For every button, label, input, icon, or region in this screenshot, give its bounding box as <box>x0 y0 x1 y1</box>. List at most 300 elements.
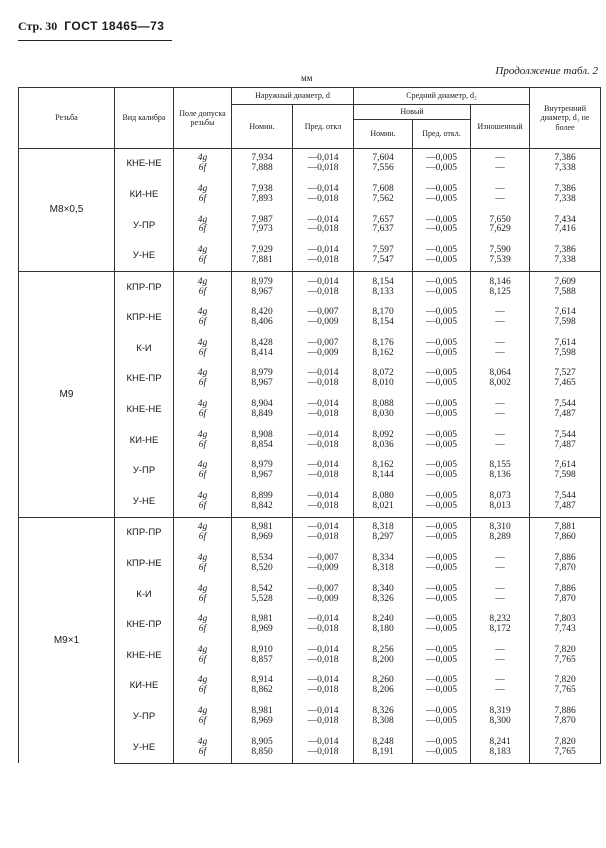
pitch-deviation-value <box>413 702 471 733</box>
outer-deviation-value-line: —0,014 <box>307 214 339 225</box>
tolerance-value-line: 6f <box>198 654 207 665</box>
outer-deviation-value <box>293 549 354 580</box>
inner-diameter-value <box>530 210 601 241</box>
inner-diameter-value-line: 7,765 <box>554 746 576 757</box>
outer-deviation-value-line: —0,018 <box>307 255 339 266</box>
outer-deviation-value <box>293 732 354 763</box>
outer-nominal-value-line: 8,969 <box>251 532 273 543</box>
pitch-nominal-value-line: 8,021 <box>372 500 394 511</box>
outer-nominal-value-line: 7,987 <box>251 214 273 225</box>
gauge-type: У-НЕ <box>115 732 174 763</box>
pitch-nominal-value-line: 8,176 <box>372 337 394 348</box>
col-thread: Резьба <box>19 88 115 149</box>
inner-diameter-value-line: 7,598 <box>554 317 576 328</box>
gauge-type: КИ-НЕ <box>115 180 174 211</box>
worn-value-line: 7,539 <box>489 255 511 266</box>
gauge-type: К-И <box>115 334 174 365</box>
outer-nominal-value <box>232 456 293 487</box>
pitch-deviation-value-line: —0,005 <box>426 746 457 757</box>
worn-value-line: 8,013 <box>489 500 511 511</box>
pitch-deviation-value-line: —0,005 <box>426 337 457 348</box>
pitch-deviation-value <box>413 579 471 610</box>
outer-deviation-value-line: —0,014 <box>307 706 339 717</box>
tolerance-value-line: 6f <box>198 624 207 635</box>
outer-deviation-value-line: —0,014 <box>307 460 339 471</box>
pitch-nominal-value-line: 7,604 <box>372 153 394 164</box>
outer-nominal-value <box>232 425 293 456</box>
pitch-nominal-value-line: 8,318 <box>372 563 394 574</box>
tolerance-value <box>174 702 232 733</box>
tolerance-value <box>174 732 232 763</box>
pitch-nominal-value-line: 8,206 <box>372 685 394 696</box>
table-body <box>19 149 601 764</box>
worn-value-line: — <box>495 409 505 420</box>
continuation-label: Продолжение табл. 2 <box>495 65 598 77</box>
pitch-nominal-value-line: 7,556 <box>372 163 394 174</box>
outer-nominal-value-line: 8,969 <box>251 624 273 635</box>
worn-value-line: 8,241 <box>489 736 511 747</box>
outer-deviation-value-line: —0,014 <box>307 368 339 379</box>
pitch-nominal-value-line: 7,657 <box>372 214 394 225</box>
pitch-nominal-value-line: 7,637 <box>372 224 394 235</box>
pitch-deviation-value <box>413 149 471 180</box>
pitch-deviation-value <box>413 549 471 580</box>
inner-diameter-value-line: 7,487 <box>554 409 576 420</box>
outer-nominal-value <box>232 732 293 763</box>
worn-value-line: 8,300 <box>489 715 511 726</box>
outer-deviation-value <box>293 180 354 211</box>
tolerance-value <box>174 518 232 549</box>
tolerance-value-line: 4g <box>197 614 208 625</box>
worn-value <box>471 303 530 334</box>
tolerance-value-line: 4g <box>197 736 208 747</box>
pitch-deviation-value-line: —0,005 <box>426 675 457 686</box>
table-row <box>19 149 601 180</box>
pitch-deviation-value-line: —0,005 <box>426 460 457 471</box>
pitch-deviation-value-line: —0,005 <box>426 522 457 533</box>
inner-diameter-value-line: 7,338 <box>554 255 576 266</box>
outer-nominal-value <box>232 702 293 733</box>
tolerance-value <box>174 303 232 334</box>
worn-value-line: — <box>495 183 505 194</box>
tolerance-value-line: 4g <box>197 153 208 164</box>
page-number: Стр. 30 <box>18 19 58 33</box>
pitch-deviation-value <box>413 210 471 241</box>
gauge-type: КНЕ-НЕ <box>115 149 174 180</box>
outer-nominal-value <box>232 210 293 241</box>
outer-nominal-value <box>232 303 293 334</box>
pitch-nominal-value-line: 8,260 <box>372 675 394 686</box>
tolerance-value <box>174 272 232 303</box>
worn-value-line: — <box>495 675 505 686</box>
pitch-nominal-value <box>354 210 413 241</box>
inner-diameter-value-line: 7,870 <box>554 593 576 604</box>
worn-value-line: — <box>495 429 505 440</box>
pitch-deviation-value-line: —0,005 <box>426 563 457 574</box>
outer-nominal-value-line: 7,929 <box>251 245 273 256</box>
inner-diameter-value-line: 7,544 <box>554 429 576 440</box>
header-rule <box>18 40 172 41</box>
pitch-deviation-value-line: —0,005 <box>426 624 457 635</box>
outer-deviation-value-line: —0,014 <box>307 644 339 655</box>
inner-diameter-value-line: 7,881 <box>554 522 576 533</box>
tolerance-value-line: 6f <box>198 409 207 420</box>
worn-value <box>471 610 530 641</box>
col-pitch-deviation: Пред. откл. <box>413 120 471 149</box>
pitch-deviation-value-line: —0,005 <box>426 163 457 174</box>
pitch-nominal-value-line: 8,340 <box>372 583 394 594</box>
worn-value-line: — <box>495 654 505 665</box>
pitch-deviation-value <box>413 272 471 303</box>
pitch-deviation-value <box>413 732 471 763</box>
pitch-nominal-value-line: 8,154 <box>372 317 394 328</box>
pitch-deviation-value-line: —0,005 <box>426 429 457 440</box>
pitch-deviation-value-line: —0,005 <box>426 286 457 297</box>
pitch-nominal-value-line: 8,248 <box>372 736 394 747</box>
worn-value <box>471 395 530 426</box>
pitch-nominal-value <box>354 395 413 426</box>
outer-deviation-value-line: —0,014 <box>307 736 339 747</box>
outer-deviation-value-line: —0,014 <box>307 399 339 410</box>
worn-value <box>471 702 530 733</box>
gauge-type: КПР-ПР <box>115 272 174 303</box>
tolerance-value-line: 6f <box>198 255 207 266</box>
pitch-nominal-value <box>354 425 413 456</box>
pitch-nominal-value <box>354 303 413 334</box>
outer-nominal-value-line: 8,850 <box>251 746 273 757</box>
outer-deviation-value-line: —0,018 <box>307 470 339 481</box>
gauge-type: У-ПР <box>115 210 174 241</box>
tolerance-value-line: 4g <box>197 214 208 225</box>
tolerance-value-line: 4g <box>197 368 208 379</box>
outer-nominal-value-line: 8,967 <box>251 286 273 297</box>
tolerance-value-line: 6f <box>198 193 207 204</box>
outer-deviation-value-line: —0,018 <box>307 439 339 450</box>
outer-deviation-value <box>293 334 354 365</box>
pitch-nominal-value-line: 8,334 <box>372 553 394 564</box>
pitch-deviation-value-line: —0,005 <box>426 224 457 235</box>
outer-nominal-value-line: 8,967 <box>251 470 273 481</box>
pitch-deviation-value <box>413 641 471 672</box>
inner-diameter-value <box>530 671 601 702</box>
pitch-nominal-value-line: 8,072 <box>372 368 394 379</box>
pitch-deviation-value-line: —0,005 <box>426 644 457 655</box>
pitch-deviation-value-line: —0,005 <box>426 532 457 543</box>
outer-nominal-value-line: 8,854 <box>251 439 273 450</box>
inner-diameter-value-line: 7,743 <box>554 624 576 635</box>
tolerance-value <box>174 210 232 241</box>
outer-nominal-value-line: 8,420 <box>251 307 273 318</box>
pitch-deviation-value-line: —0,005 <box>426 593 457 604</box>
inner-diameter-value-line: 7,614 <box>554 337 576 348</box>
outer-nominal-value-line: 8,905 <box>251 736 273 747</box>
pitch-nominal-value-line: 8,144 <box>372 470 394 481</box>
gauge-type: У-ПР <box>115 702 174 733</box>
outer-nominal-value-line: 8,520 <box>251 563 273 574</box>
outer-nominal-value-line: 8,534 <box>251 553 273 564</box>
pitch-nominal-value-line: 8,036 <box>372 439 394 450</box>
pitch-nominal-value <box>354 549 413 580</box>
outer-deviation-value-line: —0,018 <box>307 624 339 635</box>
col-outer-diameter: Наружный диаметр, d <box>232 88 354 105</box>
worn-value-line: — <box>495 439 505 450</box>
outer-nominal-value-line: 8,542 <box>251 583 273 594</box>
pitch-nominal-value-line: 8,162 <box>372 347 394 358</box>
tolerance-value <box>174 579 232 610</box>
pitch-nominal-value <box>354 334 413 365</box>
gauge-type: У-НЕ <box>115 241 174 272</box>
gauge-type: К-И <box>115 579 174 610</box>
outer-nominal-value-line: 7,934 <box>251 153 273 164</box>
pitch-deviation-value-line: —0,005 <box>426 378 457 389</box>
outer-deviation-value-line: —0,018 <box>307 409 339 420</box>
outer-deviation-value-line: —0,018 <box>307 224 339 235</box>
tolerance-value-line: 6f <box>198 439 207 450</box>
pitch-nominal-value <box>354 180 413 211</box>
outer-nominal-value-line: 8,862 <box>251 685 273 696</box>
pitch-deviation-value <box>413 518 471 549</box>
tolerance-value-line: 4g <box>197 553 208 564</box>
outer-nominal-value <box>232 641 293 672</box>
tolerance-value-line: 6f <box>198 470 207 481</box>
pitch-deviation-value-line: —0,005 <box>426 399 457 410</box>
worn-value <box>471 487 530 518</box>
outer-deviation-value <box>293 702 354 733</box>
pitch-nominal-value-line: 8,092 <box>372 429 394 440</box>
worn-value <box>471 241 530 272</box>
thread-size: M8×0,5 <box>19 149 115 272</box>
inner-diameter-value <box>530 364 601 395</box>
worn-value <box>471 518 530 549</box>
gauge-type: КНЕ-ПР <box>115 610 174 641</box>
pitch-deviation-value-line: —0,005 <box>426 409 457 420</box>
outer-deviation-value-line: —0,018 <box>307 286 339 297</box>
outer-nominal-value <box>232 518 293 549</box>
outer-nominal-value-line: 8,842 <box>251 500 273 511</box>
pitch-deviation-value <box>413 364 471 395</box>
inner-diameter-value-line: 7,598 <box>554 347 576 358</box>
inner-diameter-value-line: 7,614 <box>554 460 576 471</box>
pitch-deviation-value-line: —0,005 <box>426 255 457 266</box>
inner-diameter-value <box>530 702 601 733</box>
worn-value-line: — <box>495 153 505 164</box>
pitch-deviation-value-line: —0,005 <box>426 183 457 194</box>
gauge-type: КНЕ-НЕ <box>115 395 174 426</box>
outer-nominal-value-line: 8,849 <box>251 409 273 420</box>
worn-value-line: — <box>495 317 505 328</box>
pitch-deviation-value-line: —0,005 <box>426 276 457 287</box>
tolerance-value-line: 4g <box>197 399 208 410</box>
tolerance-value-line: 4g <box>197 307 208 318</box>
gauge-type: КПР-ПР <box>115 518 174 549</box>
pitch-nominal-value <box>354 149 413 180</box>
worn-value <box>471 549 530 580</box>
pitch-deviation-value-line: —0,005 <box>426 193 457 204</box>
inner-diameter-value-line: 7,598 <box>554 470 576 481</box>
outer-nominal-value-line: 7,973 <box>251 224 273 235</box>
outer-deviation-value-line: —0,007 <box>307 553 339 564</box>
outer-deviation-value <box>293 210 354 241</box>
pitch-deviation-value <box>413 180 471 211</box>
tolerance-value <box>174 180 232 211</box>
inner-diameter-value-line: 7,765 <box>554 685 576 696</box>
worn-value-line: — <box>495 163 505 174</box>
inner-diameter-value <box>530 518 601 549</box>
pitch-deviation-value-line: —0,005 <box>426 368 457 379</box>
worn-value-line: 8,136 <box>489 470 511 481</box>
worn-value-line: — <box>495 399 505 410</box>
pitch-nominal-value <box>354 487 413 518</box>
inner-diameter-value-line: 7,886 <box>554 553 576 564</box>
outer-nominal-value <box>232 334 293 365</box>
outer-deviation-value-line: —0,009 <box>307 347 339 358</box>
tolerance-value <box>174 549 232 580</box>
outer-deviation-value-line: —0,014 <box>307 675 339 686</box>
pitch-nominal-value <box>354 241 413 272</box>
outer-deviation-value <box>293 610 354 641</box>
pitch-deviation-value <box>413 334 471 365</box>
worn-value-line: 8,183 <box>489 746 511 757</box>
outer-deviation-value <box>293 579 354 610</box>
worn-value <box>471 579 530 610</box>
tolerance-value <box>174 425 232 456</box>
pitch-nominal-value-line: 8,080 <box>372 490 394 501</box>
worn-value-line: — <box>495 553 505 564</box>
pitch-deviation-value-line: —0,005 <box>426 736 457 747</box>
worn-value-line: — <box>495 563 505 574</box>
pitch-nominal-value-line: 8,088 <box>372 399 394 410</box>
col-tolerance: Поле допуска резьбы <box>174 88 232 149</box>
outer-nominal-value-line: 8,857 <box>251 654 273 665</box>
inner-diameter-value <box>530 395 601 426</box>
worn-value <box>471 272 530 303</box>
worn-value <box>471 456 530 487</box>
pitch-nominal-value <box>354 702 413 733</box>
outer-deviation-value-line: —0,014 <box>307 614 339 625</box>
tolerance-value-line: 6f <box>198 224 207 235</box>
thread-size: M9×1 <box>19 518 115 764</box>
pitch-nominal-value-line: 8,326 <box>372 593 394 604</box>
inner-diameter-value-line: 7,386 <box>554 245 576 256</box>
col-pitch-nominal: Номин. <box>354 120 413 149</box>
outer-deviation-value-line: —0,014 <box>307 183 339 194</box>
tolerance-value-line: 6f <box>198 715 207 726</box>
tolerance-value-line: 6f <box>198 317 207 328</box>
outer-nominal-value-line: 8,414 <box>251 347 273 358</box>
worn-value-line: 8,172 <box>489 624 511 635</box>
pitch-deviation-value <box>413 425 471 456</box>
worn-value-line: 8,073 <box>489 490 511 501</box>
inner-diameter-value-line: 7,386 <box>554 153 576 164</box>
gauge-type: КНЕ-НЕ <box>115 641 174 672</box>
pitch-nominal-value-line: 7,562 <box>372 193 394 204</box>
pitch-deviation-value-line: —0,005 <box>426 553 457 564</box>
outer-deviation-value <box>293 149 354 180</box>
worn-value <box>471 210 530 241</box>
outer-nominal-value <box>232 149 293 180</box>
outer-deviation-value-line: —0,018 <box>307 532 339 543</box>
outer-deviation-value <box>293 641 354 672</box>
worn-value-line: 8,155 <box>489 460 511 471</box>
thread-size: M9 <box>19 272 115 518</box>
pitch-nominal-value-line: 7,608 <box>372 183 394 194</box>
col-pitch-diameter: Средний диаметр, d₂ <box>354 88 530 105</box>
worn-value-line: 7,650 <box>489 214 511 225</box>
tolerance-value-line: 6f <box>198 593 207 604</box>
worn-value-line: — <box>495 347 505 358</box>
outer-nominal-value-line: 8,428 <box>251 337 273 348</box>
tolerance-value-line: 4g <box>197 583 208 594</box>
tolerance-value-line: 6f <box>198 347 207 358</box>
inner-diameter-value-line: 7,886 <box>554 706 576 717</box>
inner-diameter-value-line: 7,338 <box>554 193 576 204</box>
tolerance-value <box>174 610 232 641</box>
inner-diameter-value-line: 7,765 <box>554 654 576 665</box>
outer-nominal-value <box>232 487 293 518</box>
worn-value-line: — <box>495 337 505 348</box>
outer-nominal-value-line: 8,406 <box>251 317 273 328</box>
pitch-nominal-value <box>354 272 413 303</box>
inner-diameter-value <box>530 149 601 180</box>
tolerance-value-line: 6f <box>198 163 207 174</box>
pitch-nominal-value-line: 8,154 <box>372 276 394 287</box>
worn-value-line: 8,310 <box>489 522 511 533</box>
pitch-nominal-value <box>354 579 413 610</box>
outer-deviation-value-line: —0,009 <box>307 563 339 574</box>
outer-deviation-value-line: —0,007 <box>307 307 339 318</box>
tolerance-value <box>174 456 232 487</box>
worn-value-line: — <box>495 644 505 655</box>
pitch-deviation-value-line: —0,005 <box>426 490 457 501</box>
pitch-nominal-value-line: 8,200 <box>372 654 394 665</box>
outer-nominal-value <box>232 395 293 426</box>
worn-value-line: 8,232 <box>489 614 511 625</box>
inner-diameter-value <box>530 549 601 580</box>
worn-value <box>471 180 530 211</box>
outer-deviation-value-line: —0,018 <box>307 378 339 389</box>
outer-nominal-value-line: 8,908 <box>251 429 273 440</box>
inner-diameter-value-line: 7,527 <box>554 368 576 379</box>
pitch-deviation-value-line: —0,005 <box>426 153 457 164</box>
inner-diameter-value-line: 7,487 <box>554 439 576 450</box>
tolerance-value-line: 6f <box>198 378 207 389</box>
inner-diameter-value-line: 7,434 <box>554 214 576 225</box>
pitch-deviation-value <box>413 456 471 487</box>
inner-diameter-value <box>530 241 601 272</box>
pitch-deviation-value <box>413 303 471 334</box>
outer-deviation-value <box>293 518 354 549</box>
pitch-deviation-value-line: —0,005 <box>426 614 457 625</box>
col-inner-diameter: Внутренний диаметр, d₁ не более <box>530 88 601 149</box>
tolerance-value <box>174 641 232 672</box>
tolerance-value <box>174 487 232 518</box>
outer-deviation-value <box>293 395 354 426</box>
pitch-deviation-value-line: —0,005 <box>426 654 457 665</box>
pitch-deviation-value <box>413 395 471 426</box>
pitch-nominal-value-line: 8,256 <box>372 644 394 655</box>
standard-number: ГОСТ 18465—73 <box>64 19 165 33</box>
inner-diameter-value-line: 7,487 <box>554 500 576 511</box>
outer-nominal-value-line: 8,981 <box>251 706 273 717</box>
page-header <box>18 19 168 34</box>
worn-value-line: 8,002 <box>489 378 511 389</box>
tolerance-value <box>174 364 232 395</box>
inner-diameter-value-line: 7,416 <box>554 224 576 235</box>
outer-deviation-value-line: —0,018 <box>307 163 339 174</box>
inner-diameter-value-line: 7,338 <box>554 163 576 174</box>
pitch-nominal-value-line: 8,030 <box>372 409 394 420</box>
col-new: Новый <box>354 105 471 120</box>
